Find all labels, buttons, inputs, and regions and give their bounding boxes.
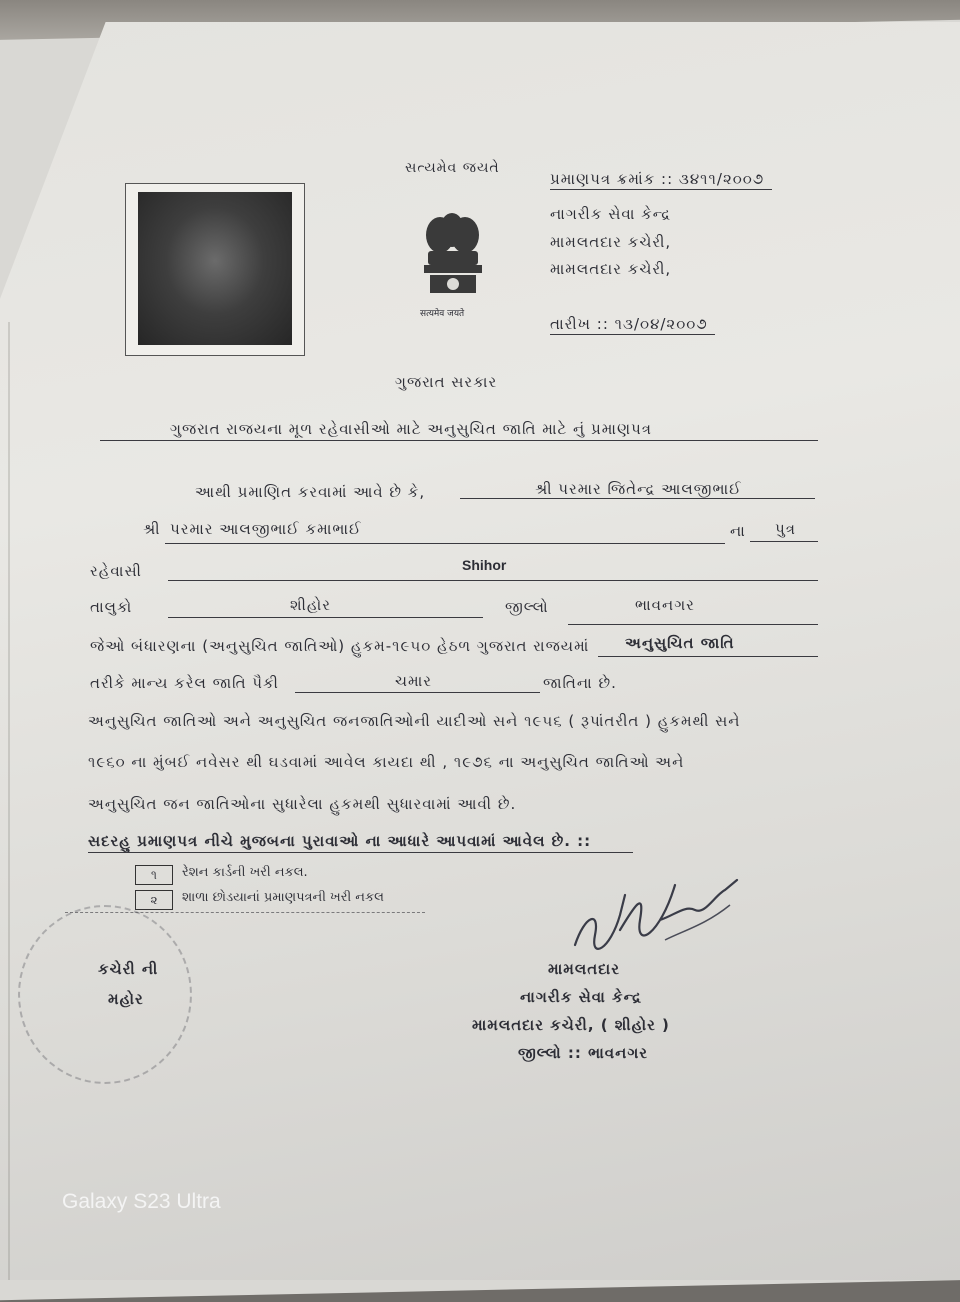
order-text: જેઓ બંધારણના (અનુસુચિત જાતિઓ) હુકમ-૧૯૫૦ હેઠળ ગુજરાત રાજયમાં	[90, 637, 590, 655]
office-line-1: નાગરીક સેવા કેન્દ્ર	[550, 205, 672, 223]
issue-date: તારીખ :: ૧૩/૦૪/૨૦૦૭	[550, 315, 708, 333]
paragraph-line-2: ૧૯૬૦ ના મુંબઈ નવેસર થી ઘડવામાં આવેલ કાયદા થી , ૧૯૭૬ ના અનુસુચિત જાતિઓ અને	[88, 753, 685, 771]
signatory-department: મામલતદાર કચેરી, ( શીહોર )	[472, 1016, 670, 1034]
signature-icon	[565, 875, 755, 965]
certificate-number: પ્રમાણપત્ર ક્રમાંક :: ૩૪૧૧/૨૦૦૭	[550, 170, 765, 188]
evidence-number-1: ૧	[135, 865, 173, 885]
camera-watermark: Galaxy S23 Ultra	[62, 1190, 221, 1213]
taluka-value: શીહોર	[290, 596, 332, 614]
resident-label: રહેવાસી	[90, 562, 142, 580]
seal-label-1: કચેરી ની	[98, 960, 159, 978]
father-name: પરમાર આલજીભાઈ કમાભાઈ	[170, 520, 362, 538]
certify-text: આથી પ્રમાણિત કરવામાં આવે છે કે,	[195, 483, 426, 501]
relation-line	[750, 541, 818, 542]
na-text: ના	[730, 522, 746, 540]
office-line-3: મામલતદાર કચેરી,	[550, 260, 672, 278]
national-emblem-icon	[410, 205, 495, 315]
taluka-label: તાલુકો	[90, 598, 133, 616]
holder-name: શ્રી પરમાર જિતેન્દ્ર આલજીભાઈ	[535, 480, 742, 498]
recognized-text: તરીકે માન્ય કરેલ જાતિ પૈકી	[90, 674, 279, 692]
seal-label-2: મહોર	[108, 990, 144, 1008]
cert-number-underline	[550, 189, 772, 190]
shri-prefix: શ્રી	[143, 520, 161, 538]
government-heading: ગુજરાત સરકાર	[395, 373, 498, 391]
basis-text: સદરહુ પ્રમાણપત્ર નીચે મુજબના પુરાવાઓ ના આધારે આપવામાં આવેલ છે. ::	[88, 832, 592, 850]
evidence-number-2: ૨	[135, 890, 173, 910]
resident-line	[168, 580, 818, 581]
paragraph-line-3: અનુસુચિત જન જાતિઓના સુધારેલા હુકમથી સુધારવામાં આવી છે.	[88, 795, 517, 813]
evidence-item-2: શાળા છોડયાનાં પ્રમાણપત્રની ખરી નકલ	[182, 890, 384, 905]
category-value: અનુસુચિત જાતિ	[625, 634, 735, 652]
photo-face	[138, 192, 292, 345]
holder-name-line	[460, 498, 815, 499]
father-name-line	[165, 543, 725, 544]
basis-underline	[88, 852, 633, 853]
applicant-photo	[125, 183, 305, 356]
category-line	[598, 656, 818, 657]
evidence-item-1: રેશન કાર્ડની ખરી નકલ.	[182, 865, 308, 880]
taluka-line	[168, 617, 483, 618]
date-underline	[550, 334, 715, 335]
relation: પુત્ર	[775, 520, 796, 538]
motto: સત્યમેવ જયતે	[405, 160, 500, 176]
district-line	[568, 624, 818, 625]
caste-value: ચમાર	[395, 672, 433, 690]
signatory-district: જીલ્લો :: ભાવનગર	[518, 1044, 649, 1062]
caste-suffix: જાતિના છે.	[543, 674, 617, 692]
title-underline	[100, 440, 818, 441]
paper-crease	[8, 322, 10, 1302]
office-seal-ring	[18, 905, 192, 1084]
emblem-caption: सत्यमेव जयते	[420, 309, 465, 319]
signatory-title: મામલતદાર	[548, 960, 620, 978]
certificate-title: ગુજરાત રાજયના મૂળ રહેવાસીઓ માટે અનુસુચિત જાતિ માટે નું પ્રમાણપત્ર	[170, 420, 653, 438]
caste-line	[295, 692, 540, 693]
office-line-2: મામલતદાર કચેરી,	[550, 233, 672, 251]
district-value: ભાવનગર	[635, 596, 695, 614]
resident-value: Shihor	[462, 557, 507, 573]
district-label: જીલ્લો	[505, 598, 549, 616]
paragraph-line-1: અનુસુચિત જાતિઓ અને અનુસુચિત જનજાતિઓની યાદીઓ સને ૧૯૫૬ ( રૂપાંતરીત ) હુકમથી સને	[88, 712, 741, 730]
signatory-office: નાગરીક સેવા કેન્દ્ર	[520, 988, 643, 1006]
